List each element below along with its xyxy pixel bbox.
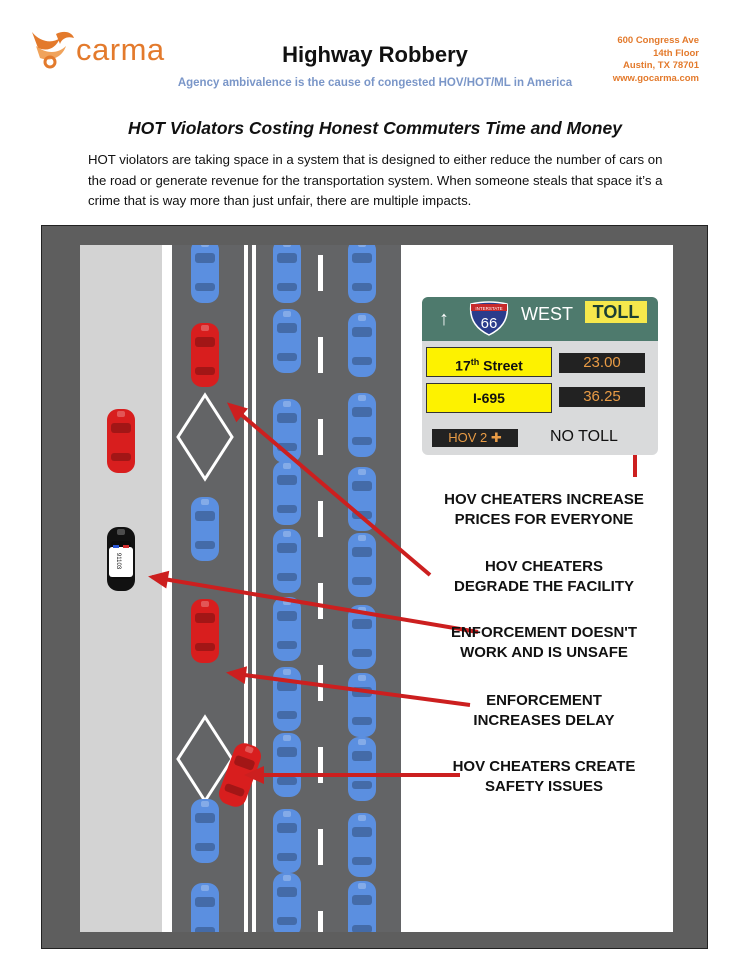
destination-i-695: I-695 — [426, 383, 552, 413]
violator-car — [191, 323, 219, 387]
destination-17th-street: 17th Street — [426, 347, 552, 377]
toll-badge: TOLL — [585, 301, 647, 323]
blue-car — [273, 309, 301, 373]
shield-label: INTERSTATE — [475, 306, 503, 311]
blue-car — [348, 313, 376, 377]
lane-dash — [318, 911, 323, 932]
price-i-695: 36.25 — [559, 387, 645, 407]
blue-car — [273, 245, 301, 303]
police-car-number: 91103 — [115, 552, 121, 570]
blue-car — [273, 529, 301, 593]
violator-car — [191, 599, 219, 663]
lane-dash — [318, 255, 323, 291]
blue-car — [273, 873, 301, 932]
blue-car — [191, 245, 219, 303]
up-arrow-icon: ↑ — [439, 308, 449, 330]
callout-enforcement-delay: ENFORCEMENT INCREASES DELAY — [473, 692, 615, 729]
violator-car-shoulder — [107, 409, 135, 473]
lane-dash — [318, 829, 323, 865]
blue-car — [348, 393, 376, 457]
address-line: 600 Congress Ave — [617, 35, 699, 46]
blue-car — [191, 883, 219, 932]
article-body: HOT violators are taking space in a system that is designed to either reduce the number of cars on the road or generate revenue for the transportation system. When someone steals that space it’s a crime that is way more than just unfair, there are multiple impacts. — [88, 152, 663, 208]
sign-direction: WEST — [521, 304, 573, 324]
page-title: Highway Robbery — [282, 42, 468, 67]
blue-car — [273, 461, 301, 525]
lane-dash — [318, 337, 323, 373]
blue-car — [348, 813, 376, 877]
hov-2-indicator: HOV 2 ✚ — [432, 429, 518, 447]
blue-car — [273, 733, 301, 797]
toll-sign — [422, 297, 658, 455]
price-17th-street: 23.00 — [559, 353, 645, 373]
blue-car — [348, 467, 376, 531]
address-line: Austin, TX 78701 — [622, 60, 699, 71]
callout-enforcement-unsafe: ENFORCEMENT DOESN'T WORK AND IS UNSAFE — [450, 624, 638, 661]
police-car — [107, 527, 135, 591]
blue-car — [348, 737, 376, 801]
callout-degrade-facility: HOV CHEATERS DEGRADE THE FACILITY — [453, 558, 634, 595]
blue-car — [191, 497, 219, 561]
illustration-panel — [80, 245, 673, 932]
blue-car — [273, 667, 301, 731]
page-subtitle: Agency ambivalence is the cause of congested HOV/HOT/ML in America — [177, 77, 573, 89]
logo-wordmark: carma — [76, 32, 165, 67]
address-line: 14th Floor — [653, 47, 699, 59]
lane-dash — [318, 747, 323, 783]
article-title: HOT Violators Costing Honest Commuters Time and Money — [128, 118, 622, 138]
website-link[interactable]: www.gocarma.com — [612, 72, 699, 84]
blue-car — [191, 799, 219, 863]
lane-dash — [318, 583, 323, 619]
interstate-shield-icon — [468, 301, 510, 337]
blue-car — [273, 597, 301, 661]
lane-dash — [318, 501, 323, 537]
blue-car — [348, 245, 376, 303]
sign-header — [422, 297, 658, 341]
callout-increase-prices: HOV CHEATERS INCREASE PRICES FOR EVERYONE — [444, 491, 644, 528]
highway-illustration — [41, 225, 708, 949]
blue-car — [348, 673, 376, 737]
blue-car — [348, 533, 376, 597]
route-number: 66 — [480, 315, 498, 332]
callout-safety-issues: HOV CHEATERS CREATE SAFETY ISSUES — [452, 758, 636, 795]
sign-body — [422, 341, 658, 455]
no-toll-text: NO TOLL — [550, 428, 618, 445]
address-block — [613, 35, 699, 85]
blue-car — [273, 809, 301, 873]
blue-car — [348, 881, 376, 932]
lane-dashes — [318, 255, 323, 932]
lane-dash — [318, 419, 323, 455]
